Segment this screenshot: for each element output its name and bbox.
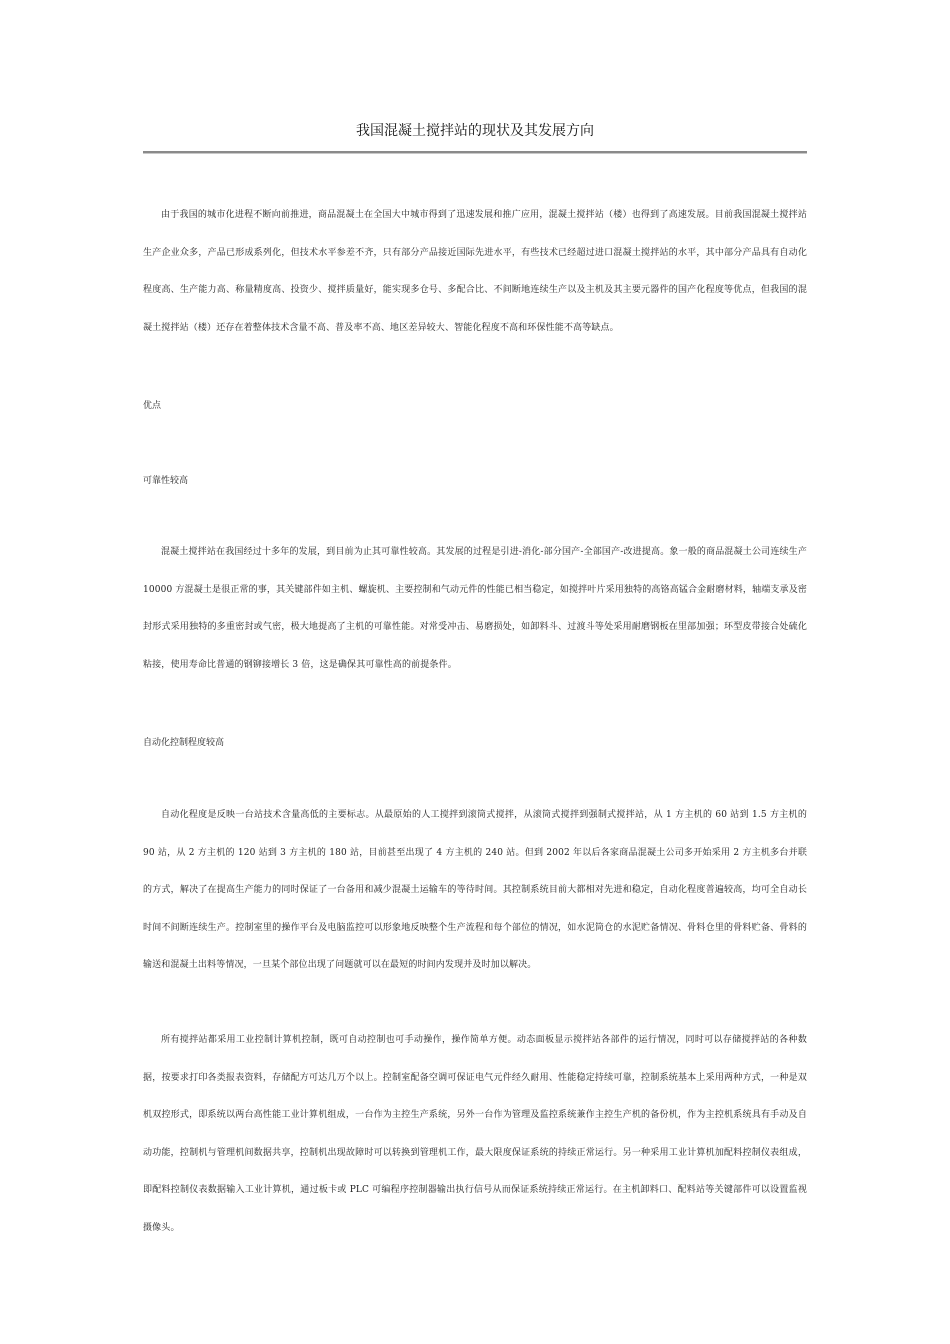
intro-paragraph: 由于我国的城市化进程不断向前推进，商品混凝土在全国大中城市得到了迅速发展和推广应用，混凝土搅拌站（楼）也得到了高速发展。目前我国混凝土搅拌站生产企业众多，产品已形成系列化，但技术水平参差不齐，只有部分产品接近国际先进水平，有些技术已经超过进口混凝土搅拌站的水平，其中部分产品具有自动化程度高、生产能力高、称量精度高、投资少、搅拌质量好，能实现多仓号、多配合比、不间断地连续生产以及主机及其主要元器件的国产化程度等优点，但我国的混凝土搅拌站（楼）还存在着整体技术含量不高、普及率不高、地区差异较大、智能化程度不高和环保性能不高等缺点。 [143,210,807,333]
automation-paragraph-2: 所有搅拌站都采用工业控制计算机控制，既可自动控制也可手动操作，操作简单方便。动态面板显示搅拌站各部件的运行情况，同时可以存储搅拌站的各种数据，按要求打印各类报表资料，存储配方可达几万个以上。控制室配备空调可保证电气元件经久耐用、性能稳定持续可靠，控制系统基本上采用两种方式，一种是双机双控形式，即系统以两台高性能工业计算机组成，一台作为主控生产系统，另外一台作为管理及监控系统兼作主控生产机的备份机，作为主控机系统具有手动及自动功能，控制机与管理机间数据共享，控制机出现故障时可以转换到管理机工作，最大限度保证系统的持续正常运行。另一种采用工业计算机加配料控制仪表组成，即配料控制仪表数据输入工业计算机，通过板卡或 PLC 可编程序控制器输出执行信号从而保证系统持续正常运行。在主机卸料口、配料站等关键部件可以设置监视摄像头。 [143,1035,807,1233]
reliability-paragraph: 混凝土搅拌站在我国经过十多年的发展，到目前为止其可靠性较高。其发展的过程是引进-消化-部分国产-全部国产-改进提高。象一般的商品混凝土公司连续生产 10000 方混凝土是很正常的事，其关键部件如主机、螺旋机、主要控制和气动元件的性能已相当稳定，如搅拌叶片采用独特的高铬高锰合金耐磨材料，轴端支承及密封形式采用独特的多重密封或气密，极大地提高了主机的可靠性能。对常受冲击、易磨损处，如卸料斗、过渡斗等处采用耐磨钢板在里部加强；环型皮带接合处硫化粘接，使用寿命比普通的钢铆接增长 3 倍，这是确保其可靠性高的前提条件。 [143,547,807,670]
title-divider [143,151,807,154]
section-heading-advantages: 优点 [143,401,162,411]
subsection-heading-reliability: 可靠性较高 [143,476,189,486]
subsection-heading-automation: 自动化控制程度较高 [143,738,225,748]
document-title: 我国混凝土搅拌站的现状及其发展方向 [356,123,594,139]
automation-paragraph-1: 自动化程度是反映一台站技术含量高低的主要标志。从最原始的人工搅拌到滚筒式搅拌，从滚筒式搅拌到强制式搅拌站，从 1 方主机的 60 站到 1.5 方主机的 90 站，从 2 方主机的 120 站到 3 方主机的 180 站，目前甚至出现了 4 方主机的 240 站。但到 2002 年以后各家商品混凝土公司多开始采用 2 方主机多台并联的方式，解决了在提高生产能力的同时保证了一台备用和减少混凝土运输车的等待时间。其控制系统目前大都相对先进和稳定，自动化程度普遍较高，均可全自动长时间不间断连续生产。控制室里的操作平台及电脑监控可以形象地反映整个生产流程和每个部位的情况，如水泥筒仓的水泥贮备情况、骨料仓里的骨料贮备、骨料的输送和混凝土出料等情况，一旦某个部位出现了问题就可以在最短的时间内发现并及时加以解决。 [143,810,807,970]
